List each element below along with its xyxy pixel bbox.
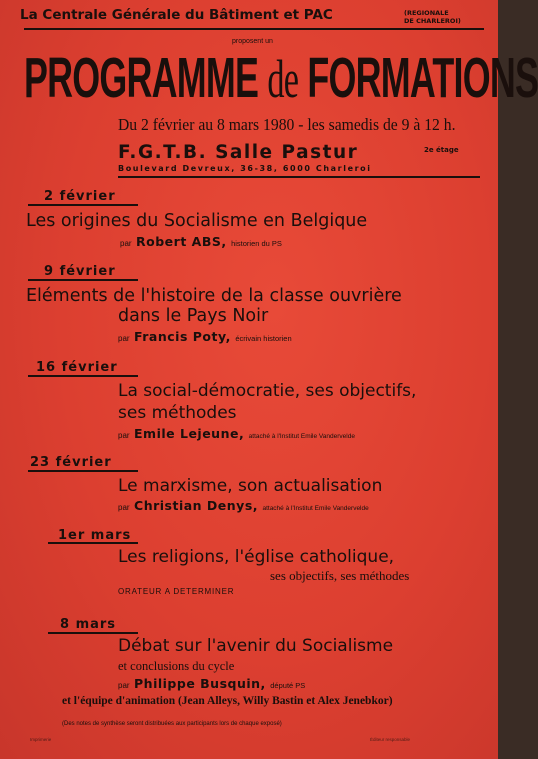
session-6-date: 8 mars xyxy=(60,617,117,632)
poster-title xyxy=(24,46,538,112)
animation-team: et l'équipe d'animation (Jean Alleys, Willy Bastin et Alex Jenebkor) xyxy=(62,695,393,707)
session-4-par: par xyxy=(118,503,130,512)
synthesis-note: (Des notes de synthèse seront distribuées aux participants lors de chaque exposé) xyxy=(62,721,282,727)
regional-label-2: DE CHARLEROI) xyxy=(404,17,461,25)
session-6-rule xyxy=(48,632,138,634)
proposent-label: proposent un xyxy=(232,38,273,45)
session-2-par: par xyxy=(118,334,130,343)
session-4-date: 23 février xyxy=(30,455,112,470)
session-3-speaker: Emile Lejeune, xyxy=(134,426,245,441)
session-3-role: attaché à l'Institut Emile Vandervelde xyxy=(248,433,355,440)
session-2-speaker-line xyxy=(118,328,292,346)
venue-floor: 2e étage xyxy=(424,146,459,154)
session-5-date: 1er mars xyxy=(58,528,132,543)
organizer-line: La Centrale Générale du Bâtiment et PAC xyxy=(20,7,333,23)
session-6-speaker: Philippe Busquin, xyxy=(134,676,266,691)
session-2-rule xyxy=(28,279,138,281)
printer-label: Imprimerie xyxy=(30,737,52,742)
session-4-rule xyxy=(28,470,138,472)
session-1-rule xyxy=(28,204,138,206)
session-4-title: Le marxisme, son actualisation xyxy=(118,476,383,496)
session-4-speaker-line xyxy=(118,497,369,515)
session-5-title-line-1: Les religions, l'église catholique, xyxy=(118,547,395,567)
session-5-title-line-2: ses objectifs, ses méthodes xyxy=(270,568,410,583)
title-de: de xyxy=(267,49,299,110)
session-1-speaker-line xyxy=(120,233,282,251)
title-formations: FORMATIONS xyxy=(307,46,538,110)
session-3-title-line-2: ses méthodes xyxy=(118,403,237,423)
session-6-title-line-1: Débat sur l'avenir du Socialisme xyxy=(118,636,394,656)
session-6-title-line-2: et conclusions du cycle xyxy=(118,659,235,673)
regional-label-1: (REGIONALE xyxy=(404,9,449,17)
title-programme: PROGRAMME xyxy=(24,46,259,110)
session-1-role: historien du PS xyxy=(231,239,282,248)
venue-rule xyxy=(118,176,480,178)
session-4-speaker: Christian Denys, xyxy=(134,498,259,513)
session-5-orateur: ORATEUR A DETERMINER xyxy=(118,587,235,596)
session-2-title-line-1: Eléments de l'histoire de la classe ouvrière xyxy=(26,286,402,306)
session-1-title: Les origines du Socialisme en Belgique xyxy=(26,211,368,231)
session-2-title-line-2: dans le Pays Noir xyxy=(118,306,269,326)
session-3-title-line-1: La social-démocratie, ses objectifs, xyxy=(118,381,417,401)
venue-name: F.G.T.B. Salle Pastur xyxy=(118,142,359,163)
schedule-dates: Du 2 février au 8 mars 1980 - les samedis de 9 à 12 h. xyxy=(118,115,456,134)
header-rule xyxy=(24,28,484,30)
publisher-label: Éditeur responsable xyxy=(370,737,411,742)
venue-address: Boulevard Devreux, 36-38, 6000 Charleroi xyxy=(118,164,372,173)
session-6-role: député PS xyxy=(270,681,306,690)
session-2-date: 9 février xyxy=(44,264,116,279)
session-6-speaker-line xyxy=(118,675,305,693)
session-1-date: 2 février xyxy=(44,189,116,204)
session-2-role: écrivain historien xyxy=(235,334,292,343)
session-3-speaker-line xyxy=(118,425,355,443)
session-3-date: 16 février xyxy=(36,360,118,375)
session-2-speaker: Francis Poty, xyxy=(134,329,231,344)
session-4-role: attaché à l'Institut Emile Vandervelde xyxy=(262,505,369,512)
session-3-rule xyxy=(28,375,138,377)
session-3-par: par xyxy=(118,431,130,440)
session-1-par: par xyxy=(120,239,132,248)
session-6-par: par xyxy=(118,681,130,690)
session-1-speaker: Robert ABS, xyxy=(136,234,227,249)
